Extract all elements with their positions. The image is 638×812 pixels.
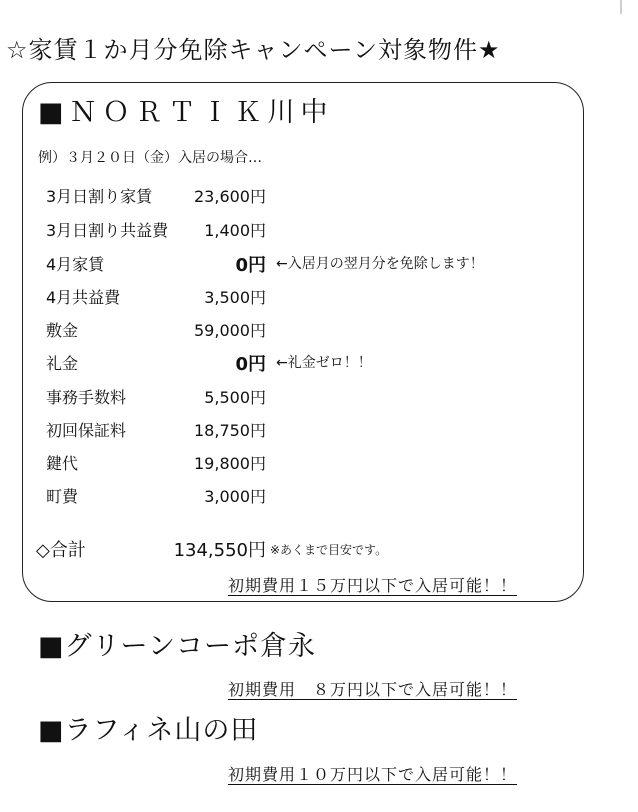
cost-label: 3月日割り共益費 <box>46 221 169 240</box>
cost-row <box>46 418 586 444</box>
property-title-nortik: ■ＮＯＲＴＩＫ川中 <box>38 97 334 128</box>
initial-cost-nortik: 初期費用１５万円以下で入居可能！！ <box>228 576 518 595</box>
cost-row <box>46 184 586 210</box>
cost-row <box>46 351 586 377</box>
cost-amount: 5,500円 <box>204 388 266 407</box>
cost-amount: 3,500円 <box>204 288 266 307</box>
cost-row <box>46 385 586 411</box>
cost-label: 鍵代 <box>46 454 79 473</box>
cost-row <box>46 285 586 311</box>
cost-amount: 0円 <box>235 354 266 375</box>
cost-row <box>46 218 586 244</box>
cost-label: 事務手数料 <box>46 388 127 407</box>
cost-label: 4月家賃 <box>46 255 105 274</box>
cost-label: 初回保証料 <box>46 421 127 440</box>
page-edge-line <box>620 0 622 14</box>
cost-amount: 1,400円 <box>204 221 266 240</box>
example-caption: 例）３月２０日（金）入居の場合… <box>38 150 262 166</box>
cost-note: ←礼金ゼロ！！ <box>276 355 372 371</box>
total-label: ◇合計 <box>36 540 86 561</box>
cost-amount: 23,600円 <box>194 187 266 206</box>
total-amount: 134,550円 <box>173 540 266 561</box>
property-title-raffine: ■ラフィネ山の田 <box>38 715 259 746</box>
cost-amount: 0円 <box>235 255 266 276</box>
cost-label: 敷金 <box>46 321 79 340</box>
cost-row <box>46 318 586 344</box>
total-note: ※あくまで目安です。 <box>270 543 388 557</box>
cost-amount: 3,000円 <box>204 487 266 506</box>
cost-row <box>46 484 586 510</box>
cost-label: 3月日割り家賃 <box>46 187 153 206</box>
cost-row <box>46 252 586 278</box>
cost-note: ←入居月の翌月分を免除します！ <box>276 256 484 272</box>
cost-amount: 59,000円 <box>194 321 266 340</box>
cost-amount: 18,750円 <box>194 421 266 440</box>
campaign-headline: ☆家賃１か月分免除キャンペーン対象物件★ <box>6 36 501 64</box>
initial-cost-raffine: 初期費用１０万円以下で入居可能！！ <box>228 765 518 784</box>
cost-label: 町費 <box>46 487 79 506</box>
initial-cost-green-corp: 初期費用 ８万円以下で入居可能！！ <box>228 680 518 699</box>
cost-label: 礼金 <box>46 354 79 373</box>
cost-amount: 19,800円 <box>194 454 266 473</box>
property-title-green-corp: ■グリーンコーポ倉永 <box>38 631 316 662</box>
cost-row <box>46 451 586 477</box>
cost-label: 4月共益費 <box>46 288 121 307</box>
